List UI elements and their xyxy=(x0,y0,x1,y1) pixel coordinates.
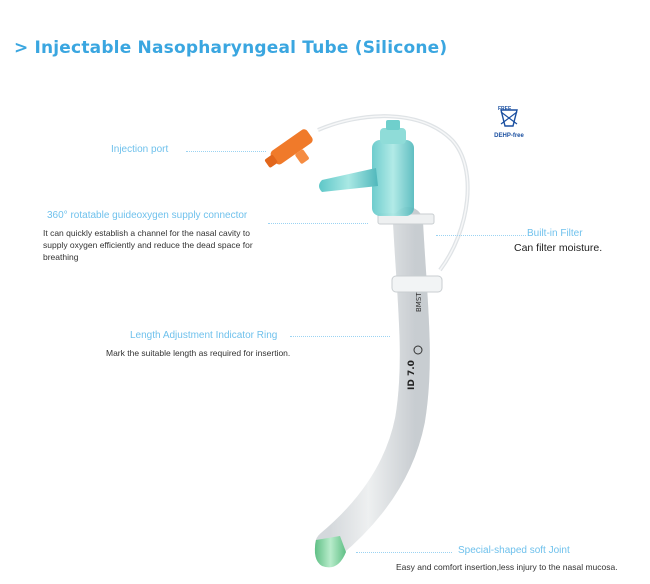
badge-top-text: FREE xyxy=(498,106,512,112)
connector-desc-line-1: It can quickly establish a channel for the nasal cavity to xyxy=(43,228,250,238)
filter-desc: Can filter moisture. xyxy=(514,242,603,254)
joint-leader xyxy=(356,552,452,553)
connector-desc-line-3: breathing xyxy=(43,252,79,262)
chevron-right-icon: > xyxy=(14,38,29,58)
title-text: Injectable Nasopharyngeal Tube (Silicone) xyxy=(34,38,448,58)
filter-label: Built-in Filter xyxy=(527,228,583,239)
tube-size-mark: ID 7.0 xyxy=(407,360,417,390)
connector-leader xyxy=(268,223,368,224)
soft-tip xyxy=(315,536,346,567)
injection-port-cap xyxy=(262,128,321,181)
tube-brand-mark: BMST xyxy=(415,292,423,312)
injection-port-leader xyxy=(186,151,266,152)
ring-leader xyxy=(290,336,390,337)
ring-desc: Mark the suitable length as required for insertion. xyxy=(106,348,291,358)
connector-desc-line-2: supply oxygen efficiently and reduce the dead space for xyxy=(43,240,253,250)
connector-label: 360° rotatable guideoxygen supply connector xyxy=(47,210,248,221)
filter-leader xyxy=(436,235,526,236)
connector-side-arm xyxy=(319,168,378,192)
dehp-free-badge xyxy=(486,108,532,139)
injection-port-label: Injection port xyxy=(111,144,169,155)
ring-label: Length Adjustment Indicator Ring xyxy=(130,330,278,341)
indicator-ring xyxy=(392,276,442,292)
joint-desc: Easy and comfort insertion,less injury to the nasal mucosa. xyxy=(396,562,618,572)
connector-desc xyxy=(43,227,293,263)
connector-body xyxy=(372,140,414,216)
joint-label: Special-shaped soft Joint xyxy=(458,545,570,556)
badge-label: DEHP-free xyxy=(494,133,524,139)
